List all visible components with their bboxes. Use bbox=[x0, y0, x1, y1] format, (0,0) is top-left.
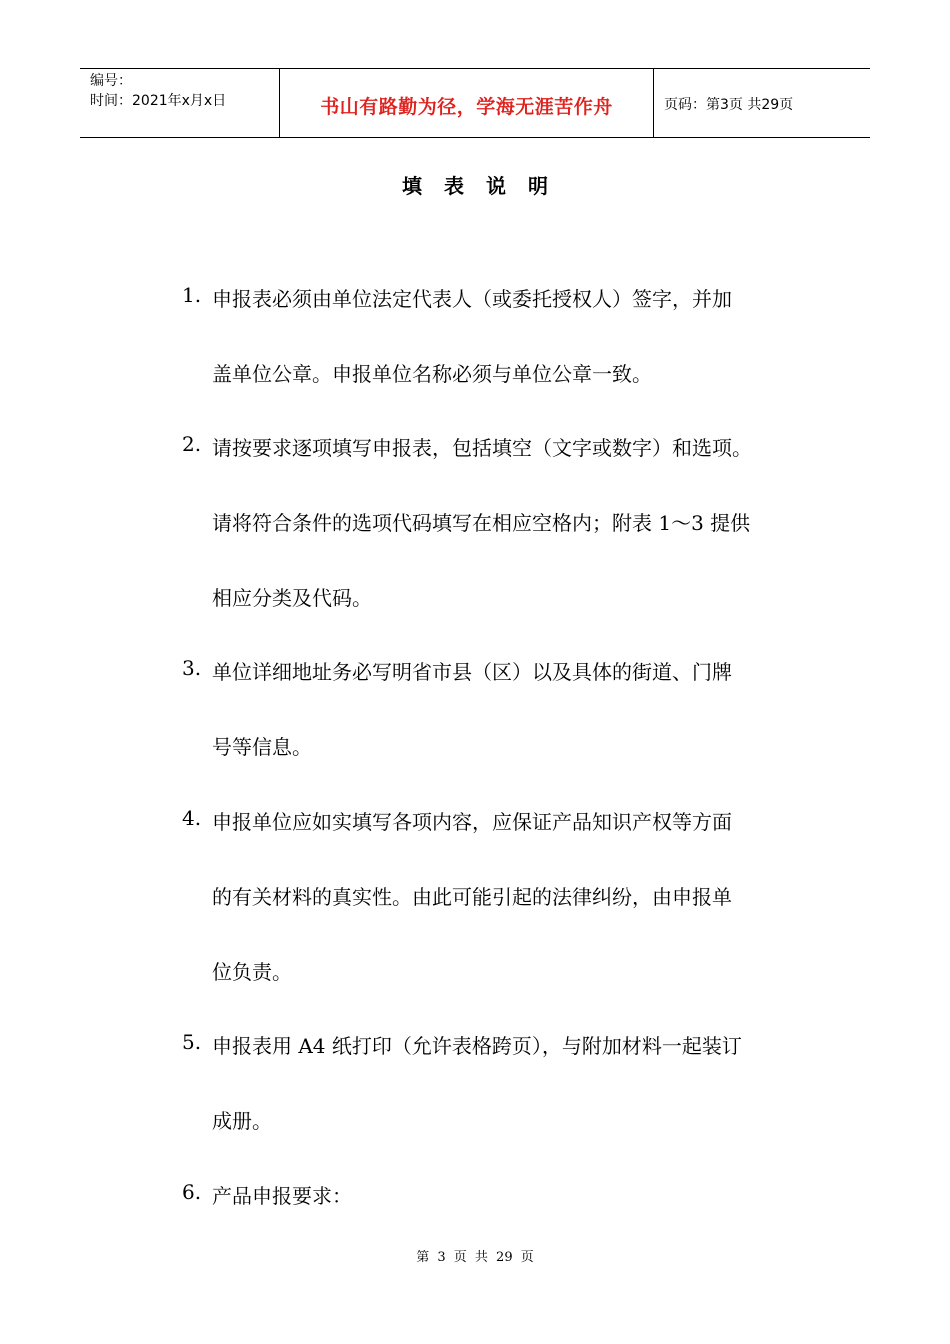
list-item-number: 3. bbox=[182, 656, 202, 680]
list-item-line: 申报表必须由单位法定代表人（或委托授权人）签字，并加 bbox=[212, 287, 732, 311]
list-item-number: 1. bbox=[182, 283, 202, 307]
list-item-number: 4. bbox=[182, 806, 202, 830]
list-item-line: 请按要求逐项填写申报表，包括填空（文字或数字）和选项。 bbox=[212, 436, 752, 460]
page-header bbox=[80, 68, 870, 138]
list-item-line: 的有关材料的真实性。由此可能引起的法律纠纷，由申报单 bbox=[212, 885, 732, 909]
list-item-line: 产品申报要求： bbox=[212, 1184, 352, 1208]
list-item-line: 申报表用 A4 纸打印（允许表格跨页），与附加材料一起装订 bbox=[212, 1034, 742, 1058]
list-item-line: 单位详细地址务必写明省市县（区）以及具体的街道、门牌 bbox=[212, 660, 732, 684]
list-item-line: 相应分类及代码。 bbox=[212, 586, 372, 610]
list-item-line: 请将符合条件的选项代码填写在相应空格内；附表 1～3 提供 bbox=[212, 511, 751, 535]
header-motto: 书山有路勤为径，学海无涯苦作舟 bbox=[280, 69, 654, 137]
list-item-line: 申报单位应如实填写各项内容，应保证产品知识产权等方面 bbox=[212, 810, 732, 834]
list-item-number: 2. bbox=[182, 432, 202, 456]
page-title: 填表说明 bbox=[402, 174, 570, 198]
document-time-label: 时间：2021年x月x日 bbox=[90, 93, 227, 109]
list-item-number: 5. bbox=[182, 1030, 202, 1054]
list-item-number: 6. bbox=[182, 1180, 202, 1204]
page-footer: 第 3 页 共 29 页 bbox=[416, 1250, 534, 1265]
document-number-label: 编号： bbox=[90, 73, 132, 89]
list-item-line: 盖单位公章。申报单位名称必须与单位公章一致。 bbox=[212, 362, 652, 386]
list-item-line: 位负责。 bbox=[212, 960, 292, 984]
header-page-info: 页码：第3页 共29页 bbox=[664, 97, 794, 113]
list-item-line: 号等信息。 bbox=[212, 735, 312, 759]
header-meta bbox=[80, 69, 280, 137]
list-item-line: 成册。 bbox=[212, 1109, 272, 1133]
